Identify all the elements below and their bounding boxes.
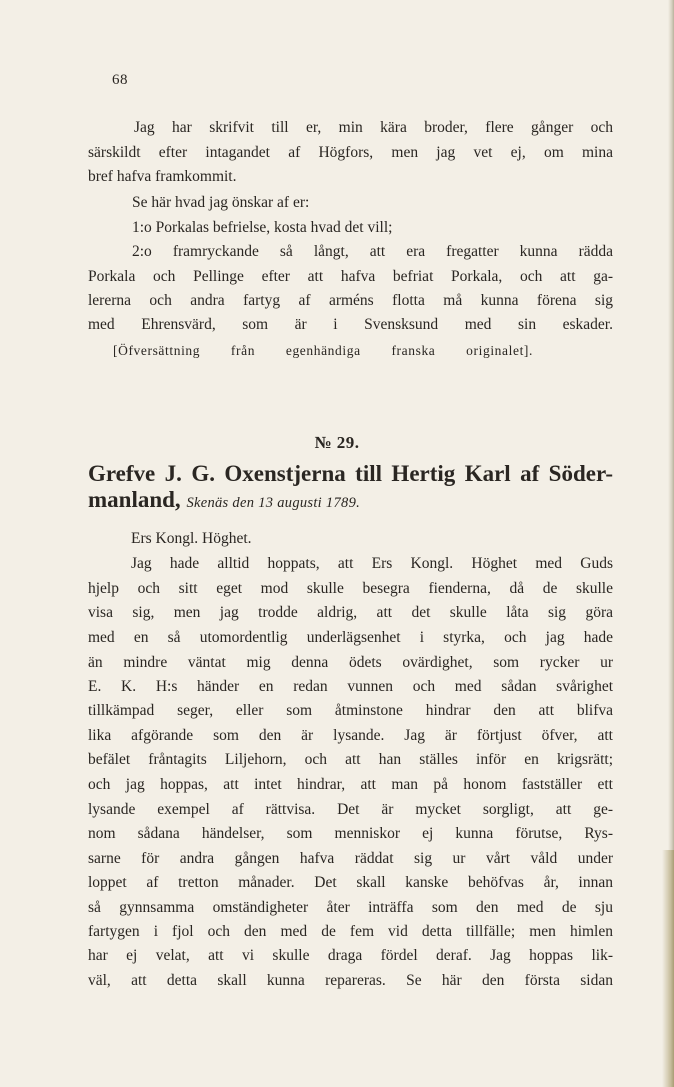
paragraph-line: loppet af tretton månader. Det skall kanske behöfvas år, innan (88, 874, 613, 891)
paragraph-line: E. K. H:s händer en redan vunnen och med sådan svårighet (88, 678, 613, 695)
paragraph-line: bref hafva framkommit. (88, 168, 237, 185)
paragraph-line: nom sådana händelser, som menniskor ej kunna förutse, Rys- (88, 825, 613, 842)
page-edge-stain (662, 850, 674, 1087)
paragraph-line: befälet fråntagits Liljehorn, och att han ställes inför en krigsrätt; (88, 751, 613, 768)
paragraph-line: fartygen i fjol och den med de fem vid detta tillfälle; men himlen (88, 923, 613, 940)
paragraph-line: med en så utomordentlig underlägsenhet i styrka, och jag hade (88, 629, 613, 646)
paragraph-line: lika afgörande som den är lysande. Jag är förtjust öfver, att (88, 727, 613, 744)
paragraph-line: Jag hade alltid hoppats, att Ers Kongl. Höghet med Guds (131, 555, 613, 572)
page-number: 68 (112, 72, 128, 88)
list-item: 1:o Porkalas befrielse, kosta hvad det vill; (132, 219, 393, 236)
letter-place-date: Skenäs den 13 augusti 1789. (186, 495, 361, 511)
paragraph-line: sarne för andra gången hafva räddat sig ur vårt våld under (88, 850, 613, 867)
letter-heading-continued (88, 487, 613, 516)
paragraph-line: Porkala och Pellinge efter att hafva befriat Porkala, och att ga- (88, 268, 613, 285)
paragraph-line: Se här hvad jag önskar af er: (132, 194, 310, 211)
paragraph-line: lysande exempel af rättvisa. Det är mycket sorgligt, att ge- (88, 801, 613, 818)
paragraph-line: väl, att detta skall kunna repareras. Se här den första sidan (88, 972, 613, 989)
paragraph-line: har ej velat, att vi skulle draga fördel deraf. Jag hoppas lik- (88, 947, 613, 964)
list-item: 2:o framryckande så långt, att era fregatter kunna rädda (132, 243, 613, 260)
paragraph-line: tillkämpad seger, eller som åtminstone hindrar den att blifva (88, 702, 613, 719)
letter-heading-bold: manland, (88, 487, 181, 512)
paragraph-line: hjelp och sitt eget mod skulle besegra fienderna, då de skulle (88, 580, 613, 597)
letter-number: № 29. (314, 433, 360, 452)
paragraph-line: så gynnsamma omständigheter åter inträffa som den med de sju (88, 899, 613, 916)
paragraph-line: visa sig, men jag trodde aldrig, att det skulle låta sig göra (88, 604, 613, 621)
letter-heading: Grefve J. G. Oxenstjerna till Hertig Karl af Söder- (88, 461, 613, 486)
paragraph-line: lererna och andra fartyg af arméns flotta må kunna förena sig (88, 292, 613, 309)
paragraph-line: och jag hoppas, att intet hindrar, att man på honom fastställer ett (88, 776, 613, 793)
paragraph-line: särskildt efter intagandet af Högfors, men jag vet ej, om mina (88, 144, 613, 161)
salutation: Ers Kongl. Höghet. (131, 530, 252, 547)
paragraph-line: än mindre väntat mig denna ödets ovärdighet, som rycker ur (88, 654, 613, 671)
paragraph-line: Jag har skrifvit till er, min kära broder, flere gånger och (134, 119, 613, 136)
translation-note: [Öfversättning från egenhändiga franska originalet]. (113, 343, 533, 358)
paragraph-line: med Ehrensvärd, som är i Svensksund med sin eskader. (88, 316, 613, 333)
